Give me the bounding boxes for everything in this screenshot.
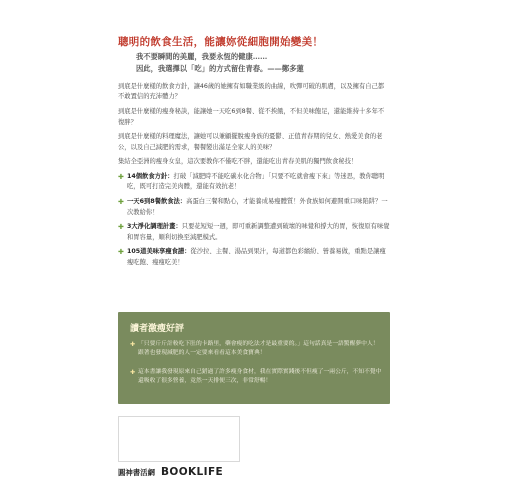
paragraph: 到底是什麼樣的飲食方針，讓46歲的她擁有如職業級的曲線，吹彈可破的肌膚，以及擁有自己都不敢置信的充沛體力？ xyxy=(118,83,385,101)
feature-list xyxy=(118,172,390,268)
feature-lead: 105道美味享瘦食譜： xyxy=(127,248,191,256)
paragraph: 到底是什麼樣的瘦身秘訣，能讓她一天吃6到8餐、從不挨餓，不但美味飽足，還能維持十多年不復胖？ xyxy=(118,108,385,126)
review-title: 讀者激瘦好評 xyxy=(130,324,185,334)
publisher-footer xyxy=(118,466,223,478)
publisher-name: 圓神書活網 xyxy=(118,467,155,477)
feature-lead: 一天6到8餐飲食法： xyxy=(127,198,187,206)
feature-lead: 14個飲食方針： xyxy=(127,173,174,181)
reader-review-box xyxy=(118,312,390,404)
feature-item xyxy=(118,222,390,243)
plus-bullet-icon: ✚ xyxy=(118,173,124,182)
plus-bullet-icon: ✚ xyxy=(118,223,124,232)
feature-lead: 3大淨化調理計畫： xyxy=(127,223,182,231)
review-text: 「只要斤斤計較吃下肚的卡路里，藥會瘦的吃法才是最重要的。」這句話真是一語驚醒夢中人！跟著也發現減肥的人一定要來看看這本美食寶典！ xyxy=(138,341,379,357)
cover-headline: 聰明的飲食生活，能讓妳從細胞開始變美！ xyxy=(118,36,324,48)
feature-item xyxy=(118,172,390,193)
paragraph: 到底是什麼樣的料理魔法，讓她可以兼顧擺脫瘦身族的憂鬱、正值青春期的兒女、熱愛美食的老公，以及自己減肥的需求，餐餐變出滿足全家人的美味？ xyxy=(118,133,383,151)
plus-bullet-icon: ✚ xyxy=(118,198,124,207)
paragraph: 集結全亞洲的瘦身女皇，這次要教你不僅吃不胖，還能吃出青春美肌的獨門飲食秘技！ xyxy=(118,158,358,166)
intro-paragraphs xyxy=(118,82,390,272)
barcode-placeholder-box xyxy=(118,416,240,462)
plus-bullet-icon: ✚ xyxy=(130,341,136,348)
review-item xyxy=(130,368,382,386)
review-text: 這本書讓我發現原來自己錯過了許多瘦身食材，我在實際實踐後不但瘦了一兩公斤，不知不覺中還吸收了很多營養，竟然一天排便三次，非常舒暢！ xyxy=(138,369,382,385)
quote-line-2: 因此，我選擇以「吃」的方式留住青春。——鄭多蓮 xyxy=(136,64,304,73)
quote-line-1: 我不要瞬間的美麗，我要永恆的健康…… xyxy=(136,52,268,61)
feature-text: 打破「減肥時不能吃碳水化合物」「只要不吃就會瘦下來」等迷思，教你聰明吃，既可打造完美肉體，還能有效抗老！ xyxy=(127,173,385,191)
feature-text: 高蛋白三餐和點心，才能養成易瘦體質！外食族如何避開重口味陷阱？一次教給你！ xyxy=(127,198,388,216)
booklife-logo: BOOKLIFE xyxy=(160,466,224,478)
feature-item xyxy=(118,247,390,268)
feature-text: 只要花短短一週，即可重新調整遭到破壞的味覺和撐大的胃，恢復原有味覺和胃容量，順利切換至減肥模式。 xyxy=(127,223,390,241)
feature-item xyxy=(118,197,390,218)
feature-text: 從沙拉、主餐、湯品到果汁，每道都色彩繽紛、營養易做，重點是讓瘦瘦吃飽、瘦瘦吃美！ xyxy=(127,248,386,266)
plus-bullet-icon: ✚ xyxy=(118,248,124,257)
review-item xyxy=(130,340,382,358)
plus-bullet-icon: ✚ xyxy=(130,369,136,376)
